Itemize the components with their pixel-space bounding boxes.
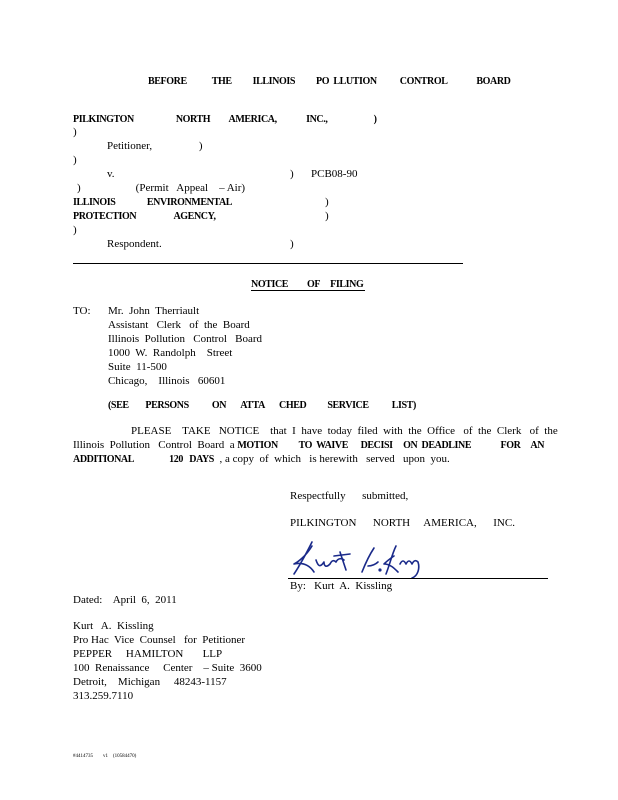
notice-body-line3 bbox=[73, 453, 450, 466]
notice-body-text: , a copy of which is herewith served upon you. bbox=[213, 453, 450, 465]
party-name: PILKINGTON NORTH AMERICA, INC. bbox=[290, 517, 515, 529]
petitioner-label: Petitioner, ) bbox=[107, 140, 203, 152]
permit-appeal-line: ) (Permit Appeal – Air) bbox=[77, 182, 246, 194]
counsel-line: 100 Renaissance Center – Suite 3600 bbox=[73, 662, 262, 674]
addressee-line: Mr. John Therriault bbox=[108, 305, 200, 317]
caption-divider bbox=[73, 263, 463, 264]
closing: Respectfully submitted, bbox=[290, 490, 409, 502]
signatory: By: Kurt A. Kissling bbox=[290, 580, 393, 592]
motion-title: MOTION TO WAIVE DECISI ON DEADLINE FOR AN bbox=[237, 440, 545, 451]
addressee-line: Illinois Pollution Control Board bbox=[108, 333, 263, 345]
caption-paren: ) bbox=[290, 168, 294, 180]
caption-paren: ) bbox=[73, 224, 77, 236]
document-code: #4414735 v1 (10584470) bbox=[73, 754, 137, 759]
addressee-line: 1000 W. Randolph Street bbox=[108, 347, 233, 359]
addressee-line: Assistant Clerk of the Board bbox=[108, 319, 250, 331]
counsel-line: PEPPER HAMILTON LLP bbox=[73, 648, 223, 660]
to-label: TO: bbox=[73, 305, 91, 317]
caption-paren: ) bbox=[325, 196, 329, 208]
addressee-line: Suite 11-500 bbox=[108, 361, 167, 373]
versus-label: v. bbox=[107, 168, 115, 180]
petitioner-name: PILKINGTON NORTH AMERICA, INC., ) bbox=[73, 114, 377, 125]
counsel-line: Detroit, Michigan 48243-1157 bbox=[73, 676, 227, 688]
caption-paren: ) bbox=[73, 126, 77, 138]
notice-title: NOTICE OF FILING bbox=[251, 279, 364, 290]
respondent-label: Respondent. bbox=[107, 238, 162, 250]
service-list-note: (SEE PERSONS ON ATTA CHED SERVICE LIST) bbox=[108, 400, 416, 411]
motion-title-cont: ADDITIONAL 120 DAYS bbox=[73, 454, 214, 465]
date-line: Dated: April 6, 2011 bbox=[73, 594, 177, 606]
counsel-line: 313.259.7110 bbox=[73, 690, 134, 702]
counsel-line: Kurt A. Kissling bbox=[73, 620, 154, 632]
notice-body-line2 bbox=[73, 439, 544, 452]
caption-paren: ) bbox=[290, 238, 294, 250]
notice-title-underline bbox=[251, 290, 365, 291]
case-number: PCB08-90 bbox=[311, 168, 358, 180]
addressee-line: Chicago, Illinois 60601 bbox=[108, 375, 226, 387]
respondent-name-line2: PROTECTION AGENCY, bbox=[73, 211, 216, 222]
notice-body-line1: PLEASE TAKE NOTICE that I have today filed with the Office of the Clerk of the bbox=[131, 425, 558, 437]
counsel-line: Pro Hac Vice Counsel for Petitioner bbox=[73, 634, 246, 646]
notice-body-text: Illinois Pollution Control Board a bbox=[73, 439, 238, 451]
caption-paren: ) bbox=[325, 210, 329, 222]
handwritten-signature bbox=[288, 536, 428, 580]
signature-line bbox=[288, 578, 548, 579]
caption-paren: ) bbox=[73, 154, 77, 166]
respondent-name-line1: ILLINOIS ENVIRONMENTAL bbox=[73, 197, 233, 208]
caption-heading: BEFORE THE ILLINOIS PO LLUTION CONTROL BOARD bbox=[148, 76, 511, 87]
